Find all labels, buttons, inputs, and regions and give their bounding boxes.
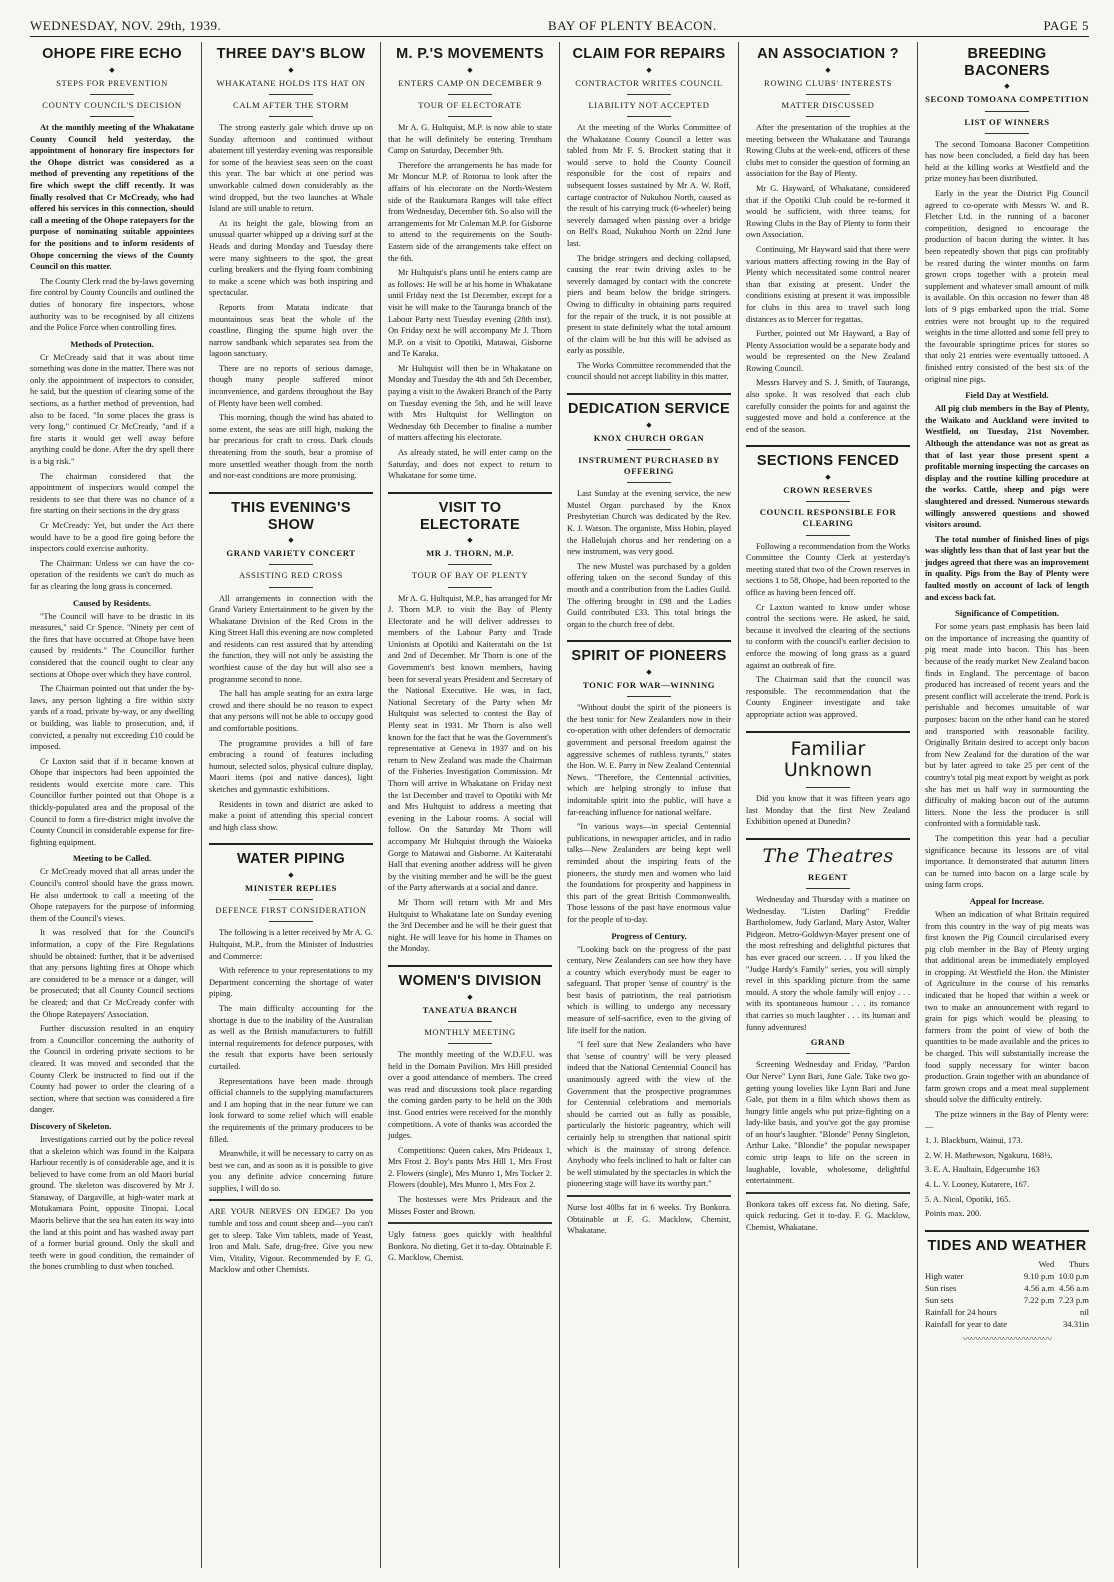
divider bbox=[806, 1053, 850, 1054]
cell bbox=[1019, 1306, 1054, 1318]
table-row bbox=[925, 1282, 1089, 1294]
paragraph: This morning, though the wind has abated to some extent, the seas are still high, making the bar precarious for craft to cross. Dark clouds threatening from the south, bear a promise of more unsettled weather though from the north and nor-east conditions are more promising. bbox=[209, 413, 373, 481]
star-ornament: ◆ bbox=[825, 473, 831, 482]
paper-name: BAY OF PLENTY BEACON. bbox=[548, 18, 717, 33]
paragraph: The programme provides a bill of fare embracing a round of features including humour, selected solos, physical culture display, Maori items (poi and native dances), light sketches and gymnastic exhibitions. bbox=[209, 738, 373, 795]
star-ornament: ◆ bbox=[109, 65, 115, 74]
paragraph: The competition this year had a peculiar significance because its lessons are of vital importance. It demonstrated that autumn litters can be turned into bacon on a large scale by using farm crops. bbox=[925, 833, 1089, 890]
cell: 10.0 p.m bbox=[1058, 1271, 1089, 1282]
cell: nil bbox=[1079, 1307, 1089, 1318]
row-label: High water bbox=[925, 1271, 964, 1282]
headline-water-piping: WATER PIPING bbox=[209, 843, 373, 868]
star-ornament: ◆ bbox=[288, 536, 294, 545]
headline-theatres: The Theatres bbox=[746, 838, 910, 868]
paragraph: Investigations carried out by the police reveal that a skeleton which was found in the Kaipara Harbour recently is of considerable age, and it is believed to have come from an old Maori burial ground. The skeleton was discovered by Mr J. Stanaway, of Dargaville, at high-water mark at Motukamara Point, opposite Tinopai. Local Maoris believe that the sea has eaten its way into the land at this point and has washed away part of a former burial ground. Only the skull and teeth were in good condition, the remainder of the bones crumbling to dust when touched. bbox=[30, 1134, 194, 1272]
subhead: DEFENCE FIRST CONSIDERATION bbox=[215, 905, 367, 916]
paragraph: The total number of finished lines of pigs was slightly less than that of last year but the judges agreed that there was an improvement in quality. Pigs from the Bay of Plenty were faulted mostly on account of lack of length and excess back fat. bbox=[925, 534, 1089, 602]
row-label: Rainfall for year to date bbox=[925, 1319, 1008, 1330]
subhead: CALM AFTER THE STORM bbox=[232, 99, 350, 110]
star-ornament: ◆ bbox=[646, 668, 652, 677]
subhead: WHAKATANE HOLDS ITS HAT ON bbox=[216, 77, 366, 88]
cell: 9.10 p.m bbox=[1023, 1271, 1055, 1282]
subhead: MINISTER REPLIES bbox=[245, 883, 337, 894]
paragraph: When an indication of what Britain required from this country in the way of pig meats was first known the Pig Council circularised every pig club member in the Bay of Plenty urging that additional areas be immediately employed in cropping. At Westfield the Hon. the Minister of Agriculture in the course of his remarks indicated that he hoped that within a week or two to make an announcement with regard to grain for pigs which would be pleasing to farmers from the point of view of both the quantities to be made available and the prices to be charged. This will substantially increase the food supply necessary for winter bacon production. Grain together with an abundance of farm grown crops and a meat meal supplement should solve the difficulty entirely. bbox=[925, 909, 1089, 1105]
list-item: 3. E. A. Haultain, Edgecumbe 163 bbox=[925, 1165, 1040, 1175]
paragraph: The Works Committee recommended that the council should not accept liability in this matter. bbox=[567, 360, 731, 382]
divider bbox=[269, 564, 313, 565]
divider bbox=[627, 94, 671, 95]
advertisement: Bonkora takes off excess fat. No dieting. Safe, quick reducing. Get it to-day. F. G. Macklow, Chemist, Whakatane. bbox=[746, 1199, 910, 1233]
star-ornament: ◆ bbox=[467, 992, 473, 1001]
paragraph: Mr G. Hayward, of Whakatane, considered that if the Opotiki Club could be re-formed it would be sufficient, with three teams, for Rowing Clubs in the Bay of Plenty to form their own Association. bbox=[746, 183, 910, 240]
section-heading: Appeal for Increase. bbox=[969, 895, 1045, 906]
paragraph: Cr McCready said that it was about time something was done in the matter. There was not only the appointment of inspectors to consider, he said, but the question of clearing some of the sections, as a further method of prevention, had also to be faced. "In some places the grass is very long," continued Cr McCready, "and if a fire starts it would get well away before anything could be done. After the dry spell there is a big risk." bbox=[30, 352, 194, 467]
headline-ohope-fire: OHOPE FIRE ECHO bbox=[42, 46, 182, 62]
paragraph: Following a recommendation from the Works Committee the County Clerk at yesterday's meeting stated that two of the Crown reserves in sections 1 to 58, Ohope, had been reported to the office as having been fenced off. bbox=[746, 541, 910, 598]
subhead: KNOX CHURCH ORGAN bbox=[593, 432, 705, 443]
subhead: TOUR OF ELECTORATE bbox=[418, 99, 522, 110]
masthead bbox=[30, 14, 1089, 37]
divider bbox=[448, 564, 492, 565]
headline-breeding-baconers: BREEDING BACONERS bbox=[964, 46, 1050, 79]
issue-date: WEDNESDAY, NOV. 29th, 1939. bbox=[30, 18, 222, 33]
cell: 34.31in bbox=[1062, 1319, 1089, 1330]
table-row bbox=[925, 1306, 1089, 1318]
paragraph: The new Mustel was purchased by a golden offering taken on the second Sunday of this month and a contribution from the Ladies Guild. The offering brought in £98 and the Ladies Guild contributed £33. This total brings the organ to the church free of debt. bbox=[567, 561, 731, 629]
cell: 4.56 a.m bbox=[1059, 1283, 1089, 1294]
divider bbox=[448, 1021, 492, 1022]
subhead-grand: GRAND bbox=[810, 1037, 846, 1048]
divider bbox=[209, 1199, 373, 1201]
headline-claim-repairs: CLAIM FOR REPAIRS bbox=[572, 46, 726, 62]
row-label: Sun sets bbox=[925, 1295, 954, 1306]
subhead: MATTER DISCUSSED bbox=[781, 99, 875, 110]
column-3 bbox=[380, 42, 559, 1568]
paragraph: Cr Laxton wanted to know under whose control the sections were. He asked, he said, because it involved the clearing of the sections to conform with the council's earlier decision to enforce the mowing of long grass as a guard against an outbreak of fire. bbox=[746, 602, 910, 670]
section-heading: Significance of Competition. bbox=[955, 608, 1059, 619]
paragraph: "Without doubt the spirit of the pioneers is the best tonic for New Zealanders now in their co-operation with other defenders of democratic government and personal freedom against the aggressive schemes of ruthless tyrants," states the Hon. W. E. Parry in New Zealand Centennial News. "Therefore, the Centennial activities, which are helping strongly to infuse that indomitable spirit into the public, will have a far-reaching influence for national welfare. bbox=[567, 703, 731, 817]
divider bbox=[806, 116, 850, 117]
paragraph: The following is a letter received by Mr A. G. Hultquist, M.P., from the Minister of Industries and Commerce: bbox=[209, 928, 373, 961]
column-4 bbox=[559, 42, 738, 1568]
paragraph: Early in the year the District Pig Council agreed to co-operate with Messrs W. and R. Fletcher Ltd. in the running of a baconer competition, designed to encourage the production of bacon during the winter. It has been repeatedly shown that pigs can profitably be reared during the winter months on farm grown crops together with a protein meal supplement and whatever small amount of milk is available. On this occasion no fewer than 48 lots of 9 pigs embarked upon the trial. Some entries were not brought up to the required weights in the time allotted and some fell prey to the favourable springtime prices for stores so that only 21 entries were eventually tattooed. A finished entry consisted of the best six of the original nine pigs. bbox=[925, 189, 1089, 384]
divider bbox=[90, 116, 134, 117]
cell: 7.23 p.m bbox=[1058, 1295, 1089, 1306]
paragraph: It was resolved that for the Council's information, a copy of the Fire Regulations should be obtained: further, that it be advertised that any persons lighting fires at Ohope which are considered to be a menace or a danger, will be prosecuted; that all County Council sections be cleared; and that Cr McCready confer with the Ohope Ratepayers' Association. bbox=[30, 928, 194, 1019]
star-ornament: ◆ bbox=[646, 420, 652, 429]
paragraph: Mr A. G. Hultquist, M.P. is now able to state that he will definitely be entering Trentham Camp on Saturday, December 9th. bbox=[388, 123, 552, 156]
paragraph: The hall has ample seating for an extra large crowd and there should be no reason to expect that any persons will not be able to occupy good and comfortable positions. bbox=[209, 689, 373, 734]
divider bbox=[806, 535, 850, 536]
column-1 bbox=[30, 42, 201, 1568]
headline-sections-fenced: SECTIONS FENCED bbox=[746, 445, 910, 470]
headline-three-days-blow: THREE DAY'S BLOW bbox=[216, 46, 366, 62]
list-item: 4. L. V. Looney, Kutarere, 167. bbox=[925, 1179, 1030, 1189]
divider bbox=[806, 501, 850, 502]
paragraph: Further discussion resulted in an enquiry from a Councillor concerning the authority of the Council in ordering private sections to be cleared. It was moved and seconded that the County Clerk be instructed to find out if the County had power to order the clearing of a section, where that section was considered a fire danger. bbox=[30, 1024, 194, 1115]
divider bbox=[985, 111, 1029, 112]
paragraph: The second Tomoana Baconer Competition has now been concluded, a field day has been held at the killing works at Westfield and the prize money has been distributed. bbox=[925, 139, 1089, 184]
paragraph: The monthly meeting of the W.D.F.U. was held in the Domain Pavilion. Mrs Hill presided over a good attendance of members. The creed was read and discussions took place regarding the coming garden party to be held on the 30th inst. Good entries were received for the monthly competitions. A vote of thanks was accorded the judges. bbox=[388, 1049, 552, 1141]
headline-mps-movements: M. P.'S MOVEMENTS bbox=[396, 46, 544, 62]
subhead: MONTHLY MEETING bbox=[424, 1026, 516, 1037]
paragraph: The main difficulty accounting for the shortage is due to the inability of the Australian as well as the British manufacturers to fulfill internal requirements for defence purposes, with the result that exports have been seriously curtailed. bbox=[209, 1003, 373, 1071]
tides-table bbox=[925, 1258, 1089, 1330]
divider bbox=[388, 1222, 552, 1224]
cell bbox=[1019, 1318, 1054, 1330]
paragraph: Screening Wednesday and Friday, "Pardon Our Nerve" Lynn Bari, June Gale. Take two go-getting young lovelies like Lynn Bari and June Gale, put them in a film which shows them as hungry little angels who put prize-fighting on a lady-like basis, and you've got the gay promise of an hour's laughter. "Blonde" Penny Singleton, Arthur Lake. "Blondie" the popular newspaper comic strip leaps to life on the screen in laughable, lovable, wholesome, delightful entertainment. bbox=[746, 1060, 910, 1186]
section-heading: Field Day at Westfield. bbox=[965, 390, 1049, 401]
paragraph: As already stated, he will enter camp on the Saturday, and does not expect to return to Whakatane for some time. bbox=[388, 448, 552, 481]
section-heading: Methods of Protection. bbox=[70, 338, 154, 349]
paragraph: Continuing, Mr Hayward said that there were various matters affecting rowing in the Bay of Plenty which necessitated some control nearer than that existing at present. Under the conditions existing at present it was impossible for clubs in this area to travel such long distances as to Mercer for regattas. bbox=[746, 244, 910, 324]
star-ornament: ◆ bbox=[288, 65, 294, 74]
star-ornament: ◆ bbox=[467, 536, 473, 545]
table-row bbox=[925, 1318, 1089, 1330]
divider bbox=[806, 787, 850, 788]
paragraph: Further, pointed out Mr Hayward, a Bay of Plenty Association would be a separate body and would be represented on the New Zealand Rowing Council. bbox=[746, 329, 910, 373]
paragraph: Cr McCready moved that all areas under the Council's control should have the grass mown. He also undertook to call a meeting of the Ohope ratepayers for the purpose of informing them of the Council's views. bbox=[30, 867, 194, 923]
divider bbox=[627, 696, 671, 697]
paragraph: Mr Thorn will return with Mr and Mrs Hultquist to Whakatane late on Sunday evening the 3rd December and he will be their guest that night. He will leave for his home in Thames on the Monday. bbox=[388, 897, 552, 954]
list-item: 5. A. Nicol, Opotiki, 165. bbox=[925, 1194, 1011, 1204]
divider bbox=[448, 587, 492, 588]
subhead: ENTERS CAMP ON DECEMBER 9 bbox=[398, 77, 542, 88]
paragraph: The Chairman: Unless we can have the co-operation of the residents we can't do much as far as clearing the long grass is concerned. bbox=[30, 558, 194, 591]
subhead: CONTRACTOR WRITES COUNCIL bbox=[575, 77, 723, 88]
paragraph: Last Sunday at the evening service, the new Mustel Organ purchased by the Knox Presbyterian Church was dedicated by the Rev. K. J. Watson. The organiste, Miss Hobin, played the Hallelujah chorus and her rendering on a new instrument, was very good. bbox=[567, 489, 731, 557]
divider bbox=[269, 587, 313, 588]
list-item: 1. J. Blackburn, Wainui, 173. bbox=[925, 1136, 1023, 1146]
subhead: COUNCIL RESPONSIBLE FOR CLEARING bbox=[759, 507, 897, 529]
headline-association: AN ASSOCIATION ? bbox=[757, 46, 899, 62]
divider bbox=[806, 888, 850, 889]
headline-tides-weather: TIDES AND WEATHER bbox=[925, 1230, 1089, 1255]
column-6 bbox=[917, 42, 1089, 1568]
star-ornament: ◆ bbox=[467, 65, 473, 74]
table-row bbox=[925, 1294, 1089, 1306]
paragraph: With reference to your representations to my Department concerning the shortage of water piping. bbox=[209, 966, 373, 999]
divider bbox=[448, 116, 492, 117]
paragraph: Cr Laxton said that if it became known at Ohope that inspectors had been appointed the residents would exercise more care. This Councillor further pointed out that Ohope is a thickly-populated area and the proposal of the Council to form a fire-district might involve the County Council in considerable expense for fire-fighting equipment. bbox=[30, 756, 194, 847]
table-row bbox=[925, 1270, 1089, 1282]
advertisement: Nurse lost 40lbs fat in 6 weeks. Try Bonkora. Obtainable at F. G. Macklow, Chemist, Whakatane. bbox=[567, 1202, 731, 1236]
advertisement: ARE YOUR NERVES ON EDGE? Do you tumble and toss and count sheep and—you can't get to sleep. Take Vim tablets, made of Yeast, Iron and Malt. Safe, drug-free. Give you new Vim, Vitality, Vigour. Recommended by F. G. Macklow and other Chemists. bbox=[209, 1207, 373, 1275]
paragraph: Mr Hultquist will then be in Whakatane on Monday and Tuesday the 4th and 5th December, paying a visit to the Awakeri Branch of the Party on Tuesday evening the 5th, and he will leave with Mrs Hultquist for Wellington on Wednesday 6th December to finalise a number of matters affecting his electorate. bbox=[388, 363, 552, 443]
paragraph: Cr McCready: Yet, but under the Act there would have to be a good fire going before the inspectors could exercise authority. bbox=[30, 521, 194, 554]
paragraph: Reports from Matata indicate that mountainous seas beat the whole of the coastline, flinging the spume high over the narrow sandbank which separates sea from the lagoon sanctuary. bbox=[209, 302, 373, 359]
paragraph: Residents in town and district are asked to make a point of attending this special concert and high class show. bbox=[209, 799, 373, 832]
advertisement: Ugly fatness goes quickly with healthful Bonkora. No dieting. Get it to-day. Obtainable F. G. Macklow, Chemist. bbox=[388, 1230, 552, 1263]
headline-dedication-service: DEDICATION SERVICE bbox=[567, 393, 731, 418]
paragraph: The hostesses were Mrs Prideaux and the Misses Foster and Brown. bbox=[388, 1195, 552, 1216]
section-heading: Meeting to be Called. bbox=[72, 853, 152, 864]
divider bbox=[269, 921, 313, 922]
column-5 bbox=[738, 42, 917, 1568]
divider bbox=[627, 482, 671, 483]
subhead: STEPS FOR PREVENTION bbox=[56, 77, 168, 88]
section-heading: Caused by Residents. bbox=[72, 597, 152, 608]
divider bbox=[269, 116, 313, 117]
paragraph: Representations have been made through official channels to the supplying manufacturers and I am hoping that in the near future we can look forward to some relief which will enable the requirements of the primary producers to be filled. bbox=[209, 1076, 373, 1144]
column-header: Thurs bbox=[1068, 1259, 1089, 1270]
column-2 bbox=[201, 42, 380, 1568]
paragraph: Competitions: Queen cakes, Mrs Prideaux 1, Mrs Frost 2. Boy's pants Mrs Hill 1, Mrs Frost 2. Flowers (single), Mrs Munro 1, Mrs Tocker 2. Flowers (double), Mrs Munro 1, Mrs Fox 2. bbox=[388, 1145, 552, 1190]
divider bbox=[269, 899, 313, 900]
paragraph: All pig club members in the Bay of Plenty, the Waikato and Auckland were invited to Westfield, on Tuesday, 21st November. Although the attendance was not as great as that of last year those present spent a profitable morning inspecting the carcases on display and the routine killing procedure at the works. Cattle, sheep and pigs were slaughtered and dressed. Numerous stewards willingly answered questions and showed visitors around. bbox=[925, 404, 1089, 530]
lead-paragraph: At the monthly meeting of the Whakatane County Council held yesterday, the appointment of honorary fire inspectors for the Ohope district was considered as a method of preventing any repetitions of the fire which swept the cliff recently. It was finally resolved that Cr McCready, who had offered his services in this connection, should call a meeting of the Ohope ratepayers for the purpose of nominating suitable appointees for the positions and to inform residents of Ohope concerning the views of the County Council on this matter. bbox=[30, 123, 194, 272]
subhead: LIST OF WINNERS bbox=[964, 116, 1050, 127]
subhead: SECOND TOMOANA COMPETITION bbox=[925, 94, 1089, 105]
paragraph: The County Clerk read the by-laws governing fire control by County Councils and outlined the duties of honorary fire inspectors, whose authority was to be recognised by all citizens and the Police Force when controlling fires. bbox=[30, 276, 194, 333]
columns bbox=[30, 42, 1089, 1568]
paragraph: The bridge stringers and decking collapsed, causing the rear twin driving axles to be severely damaged by contact with the concrete piers and beam below the bridge stringers. Owing to difficulty in obtaining parts required for the repair of the truck, it is not possible at present to state definitely what the total amount of the claim will be but this will be advised as early as possible. bbox=[567, 253, 731, 356]
subhead: ASSISTING RED CROSS bbox=[238, 570, 344, 581]
paragraph: Therefore the arrangements he has made for Mr Moncur M.P. of Rotorua to look after the affairs of his electorate on the North-Western side of the Raukumara Ranges will take effect from Wednesday, December 6th. So also will the arrangements for Mr Coleman M.P. for Gisborne to attend to the requirements on the South-Eastern side of the arrangements take effect on the 6th. bbox=[388, 160, 552, 263]
column-header: Wed bbox=[1038, 1259, 1055, 1270]
subhead: TOUR OF BAY OF PLENTY bbox=[411, 570, 529, 581]
paragraph: The prize winners in the Bay of Plenty were:— bbox=[925, 1110, 1089, 1131]
winners-list bbox=[925, 1135, 1089, 1220]
cell: 4.56 a.m bbox=[1024, 1283, 1055, 1294]
page-number: PAGE 5 bbox=[1043, 18, 1089, 33]
paragraph: After the presentation of the trophies at the meeting between the Whakatane and Tauranga Rowing Clubs at the week-end, officers of these clubs met to consider the question of forming an association for the Bay of Plenty. bbox=[746, 123, 910, 179]
divider bbox=[269, 94, 313, 95]
divider bbox=[627, 449, 671, 450]
paragraph: Wednesday and Thursday with a matinee on Wednesday. "Listen Darling" Freddie Bartholomew, Judy Garland, Mary Astor, Walter Pidgeon. Metro-Goldwyn-Mayer present one of the most refreshing and delightful pictures that has ever graced our screen. . . If you liked the "Judge Hardy's Family" series, you will simply revel in this sparkling picture from the same mould. A story the whole family will enjoy . . . with its spontaneous humour . . . its romance that carries so much laughter . . . its human and funny adventures! bbox=[746, 895, 910, 1032]
divider bbox=[627, 116, 671, 117]
paragraph: For some years past emphasis has been laid on the importance of increasing the quantity of pig meat made into bacon. This has been because of the ready market New Zealand bacon finds in England. The percentage of bacon produced has increased of recent years and the present conflict will accelerate the trend. Pork is perishable and becomes unsuitable of war purposes: bacon on the other hand can be stored and transported with reasonable facility. Originally Britain desired to accept only bacon from New Zealand for the duration of the war but by later agreed to take 25 per cent of the country's total pig meat export by weight as pork she has met us half way in surmounting the difficulty of making bacon out of the autumn litters. None the less the producer is still confronted with a formidable task. bbox=[925, 622, 1089, 829]
paragraph: "The Council will have to be drastic in its measures," said Cr Spence. "Ninety per cent of the fires that have occurred at Ohope have been caused by residents." The Councillor further considered that the council ought to clear any sections at Ohope over which they have control. bbox=[30, 611, 194, 679]
subhead: LIABILITY NOT ACCEPTED bbox=[588, 99, 710, 110]
paragraph: The Chairman said that the council was responsible. The recommendation that the County Engineer investigate and take appropriate action was approved. bbox=[746, 675, 910, 719]
divider bbox=[90, 94, 134, 95]
subhead: ROWING CLUBS' INTERESTS bbox=[763, 77, 893, 88]
paragraph: There are no reports of serious damage, though many people suffered minor inconvenience, and gardens throughout the Bay of Plenty have been well combed. bbox=[209, 363, 373, 408]
divider bbox=[985, 133, 1029, 134]
paragraph: "I feel sure that New Zealanders who have that 'sense of country' will be very pleased indeed that the National Centennial Council has unanimously agreed with the view of the Government that the prospective programmes for Centennial celebrations and memorials should be carried out as fully as possible, particularly the historic pageantry, which will certainly help to strengthen that national spirit which is the mainstay of strong defence. Anybody who feels inclined to halt or falter can be well stimulated by the spectacles in which the pioneering stage will have its worthy part." bbox=[567, 1040, 731, 1189]
headline-womens-division: WOMEN'S DIVISION bbox=[388, 965, 552, 990]
list-item: 2. W. H. Mathewson, Ngakuru, 168½. bbox=[925, 1150, 1053, 1160]
subhead: COUNTY COUNCIL'S DECISION bbox=[42, 99, 182, 110]
paragraph: All arrangements in connection with the Grand Variety Entertainment to be given by the Whakatane Division of the Red Cross in the King Street Hall this evening are now completed and residents can rest assured that by attending the function, they will not only be assisting the worthiest cause of the day but will also see a programme second to none. bbox=[209, 593, 373, 684]
paragraph: At its height the gale, blowing from an unusual quarter whipped up a driving surf at the Heads and during Monday and Tuesday there were many sightseers to the spot, the great curling breakers and the flying foam combining to make a scene which was both inspiring and spectacular. bbox=[209, 218, 373, 298]
row-label: Rainfall for 24 hours bbox=[925, 1307, 997, 1318]
paragraph: Meanwhile, it will be necessary to carry on as best we can, and as soon as it is possible to give you any definite advice concerning future supplies, I will do so. bbox=[209, 1149, 373, 1193]
cell: 7.22 p.m bbox=[1023, 1295, 1055, 1306]
list-item: Points max. 200. bbox=[925, 1209, 982, 1219]
paragraph: "Looking back on the progress of the past century, New Zealanders can see how they have a country which everybody must be eager to safeguard. That proper 'sense of country' is the best basis of patriotism, the real patriotism which is willing to undergo any necessary measure of self-sacrifice, even to the giving of life itself for the nation. bbox=[567, 944, 731, 1035]
star-ornament: ◆ bbox=[646, 65, 652, 74]
paragraph: The strong easterly gale which drove up on Sunday afternoon and continued without abatement till yesterday evening was responsible for some of the heaviest seas seen on the coast this year. The bar which at one period was unworkable calmed down considerably as the wind dropped, but the two launches at Whale Island are still unable to return. bbox=[209, 123, 373, 214]
subhead: CROWN RESERVES bbox=[783, 485, 873, 496]
headline-familiar-unknown: Familiar Unknown bbox=[746, 731, 910, 783]
paragraph: The Chairman pointed out that under the by-laws, any person lighting a fire within sixty yards of a road, private by-way, or any dwelling or building, was liable to prosecution, and, if convicted, a penalty not exceeding £10 could be imposed. bbox=[30, 684, 194, 752]
headline-spirit-pioneers: SPIRIT OF PIONEERS bbox=[567, 640, 731, 665]
row-label: Sun rises bbox=[925, 1283, 957, 1294]
star-ornament: ◆ bbox=[825, 65, 831, 74]
star-ornament: ◆ bbox=[1004, 82, 1010, 91]
divider bbox=[448, 94, 492, 95]
divider bbox=[746, 1192, 910, 1194]
table-header-row bbox=[925, 1258, 1089, 1270]
divider bbox=[448, 1043, 492, 1044]
subhead: GRAND VARIETY CONCERT bbox=[226, 548, 356, 559]
section-heading: Progress of Century. bbox=[611, 930, 687, 941]
star-ornament: ◆ bbox=[288, 871, 294, 880]
paragraph: Did you know that it was fifteen years ago last Monday that the first New Zealand Exhibition opened at Dunedin? bbox=[746, 794, 910, 827]
subhead: TANEATUA BRANCH bbox=[422, 1004, 518, 1015]
paragraph: The chairman considered that the appointment of inspectors would compel the residents to see that there was no chance of a fire starting on their sections in the dry grass bbox=[30, 471, 194, 516]
subhead-regent: REGENT bbox=[808, 871, 848, 882]
headline-evening-show: THIS EVENING'S SHOW bbox=[209, 492, 373, 533]
divider bbox=[806, 94, 850, 95]
divider bbox=[567, 1195, 731, 1197]
subhead: MR J. THORN, M.P. bbox=[426, 548, 514, 559]
paragraph: Mr A. G. Hultquist, M.P., has arranged for Mr J. Thorn M.P. to visit the Bay of Plenty Electorate and he will deliver addresses to members of the Labour Party and Trade Unionists at Opotiki and Kaiteratahi on the 1st and 2nd of December. Mr Thorn is one of the Government's best known members, having been for several years President and Secretary of the National Executive. He was, in fact, National Secretary of the Party when Mr Hultquist was selected to contest the Bay of Plenty seat in 1931. Mr Thorn is also well known for the fact that he was the Government's representative at Geneva in 1937 and on his return to New Zealand was made the Chairman of the Fisheries Investigation Commission. Mr Thorn will arrive in Whakatane on Friday next the 1st December and travel to Opotiki with Mr and Mrs Hultquist to address a meeting that evening in the Labour rooms. A social will follow. On the Saturday Mr Thorn will accompany Mr Hultquist through the Waioeka Gorge to Matawai and Gisborne. At Kaiteratahi Hall that evening another address will be given by the visiting member and he will be the guest of the Party afterwards at a social and dance. bbox=[388, 593, 552, 893]
paragraph: At the meeting of the Works Committee of the Whakatane County Council a letter was tabled from Mr F. S. Brockett stating that it would serve to hold the County Council responsible for the cost of repairs and subsequent losses sustained by Mr A. W. Roff, cartage contractor of Nukuhou North, caused as the result of his carrying truck (6-wheeler) being severely damaged when passing over a bridge on Bell's Road, Nukuhou North on 22nd June last. bbox=[567, 123, 731, 248]
subhead: INSTRUMENT PURCHASED BY OFFERING bbox=[578, 454, 720, 477]
headline-visit-electorate: VISIT TO ELECTORATE bbox=[388, 492, 552, 533]
paragraph: Mr Hultquist's plans until he enters camp are as follows: He will be at his home in Whakatane until Friday next the 1st December, except for a visit he will make to the Tauranga branch of the Labour Party next Tuesday evening (28th inst). On Friday next he will accompany Mr J. Thorn M.P. on a visit to Opotiki, Matawai, Gisborne and Te Karaka. bbox=[388, 268, 552, 359]
wave-ornament: 〰〰〰〰〰〰〰〰〰〰〰 bbox=[962, 1334, 1051, 1345]
paragraph: "In various ways—in special Centennial publications, in newspaper articles, and in radio talks—New Zealanders are being kept well reminded about the inspiring feats of the pioneers, the sturdy men and women who laid the foundations for prosperity and happiness in this part of the great British Commonwealth. Those lessons of the past have enormous value for the people of to-day. bbox=[567, 822, 731, 924]
paragraph: Messrs Harvey and S. J. Smith, of Tauranga, also spoke. It was resolved that each club carefully consider the points for and against the suggested move and hold a conference at the end of the season. bbox=[746, 378, 910, 434]
subhead: TONIC FOR WAR—WINNING bbox=[582, 680, 716, 691]
section-heading: Discovery of Skeleton. bbox=[30, 1120, 112, 1131]
